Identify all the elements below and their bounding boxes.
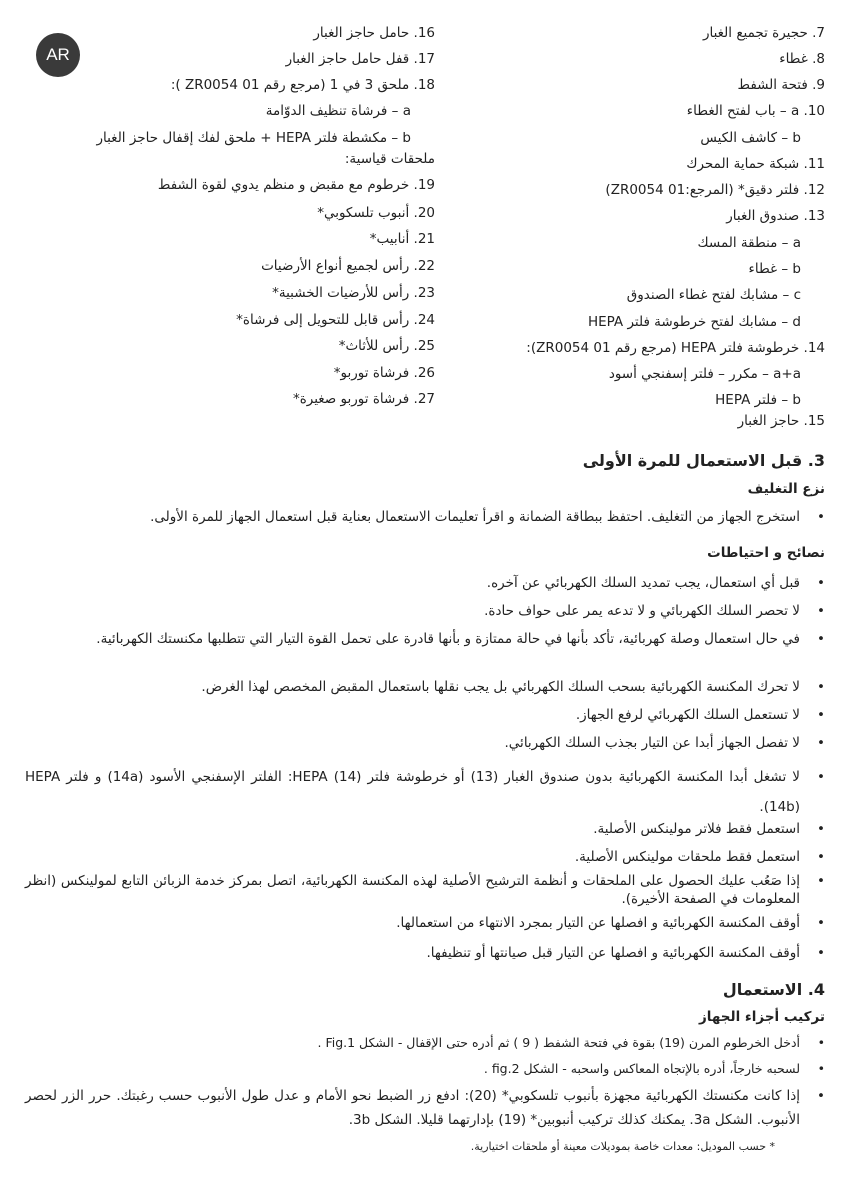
language-badge: AR bbox=[36, 33, 80, 77]
section-4-title: 4. الاستعمال bbox=[722, 980, 825, 999]
list-item: 15. حاجز الغبار bbox=[737, 413, 825, 429]
list-item: • لسحبه خارجاً، أدره بالإتجاه المعاكس واسحبه - الشكل fig.2 . bbox=[25, 1058, 825, 1080]
list-item: b – فلتر HEPA bbox=[715, 392, 801, 408]
list-item: 13. صندوق الغبار bbox=[726, 208, 825, 224]
list-item: • إذا صَعُب عليك الحصول على الملحقات و أنظمة الترشيح الأصلية لهذه المكنسة الكهربائية، اتصل بمركز خدمة الزبائن التابع لمولينكس (انظر المعلومات في الصفحة الأخيرة). bbox=[25, 872, 825, 908]
parts-list-right bbox=[465, 24, 825, 444]
list-item: • استعمل فقط فلاتر مولينكس الأصلية. bbox=[25, 818, 825, 840]
list-item: b – غطاء bbox=[748, 261, 801, 277]
tips-title: نصائح و احتياطات bbox=[707, 545, 825, 561]
list-item: • أوقف المكنسة الكهربائية و افصلها عن التيار قبل صيانتها أو تنظيفها. bbox=[25, 942, 825, 964]
list-item: • لا تفصل الجهاز أبدا عن التيار بجذب السلك الكهربائي. bbox=[25, 732, 825, 754]
list-item: 27. فرشاة توربو صغيرة* bbox=[292, 391, 435, 407]
list-item: • لا تستعمل السلك الكهربائي لرفع الجهاز. bbox=[25, 704, 825, 726]
list-item: 19. خرطوم مع مقبض و منظم يدوي لقوة الشفط bbox=[157, 177, 435, 193]
list-item: b – مكشطة فلتر HEPA + ملحق لفك إقفال حاجز الغبار bbox=[96, 130, 411, 146]
list-item: • في حال استعمال وصلة كهربائية، تأكد بأنها في حالة ممتازة و بأنها قادرة على تحمل القوة التيار التي تتطلبها مكنستك الكهربائية. bbox=[25, 628, 825, 650]
unpacking-title: نزع التغليف bbox=[747, 481, 825, 497]
list-item: a – فرشاة تنظيف الدوّامة bbox=[265, 103, 411, 119]
list-item: 20. أنبوب تلسكوبي* bbox=[317, 205, 435, 221]
list-item: 23. رأس للأرضيات الخشبية* bbox=[272, 285, 435, 301]
list-item: ملحقات قياسية: bbox=[344, 151, 435, 167]
list-item: 26. فرشاة توربو* bbox=[333, 365, 435, 381]
list-item: 14. خرطوشة فلتر HEPA (مرجع رقم 01 ZR0054): bbox=[526, 340, 825, 356]
list-item: • أدخل الخرطوم المرن (19) بقوة في فتحة الشفط ( 9 ) ثم أدره حتى الإقفال - الشكل Fig.1 . bbox=[25, 1032, 825, 1054]
list-item: 12. فلتر دقيق* (المرجع:01 ZR0054) bbox=[605, 182, 825, 198]
list-item: 18. ملحق 3 في 1 (مرجع رقم 01 ZR0054 ): bbox=[170, 77, 435, 93]
list-item: • استخرج الجهاز من التغليف. احتفظ ببطاقة الضمانة و اقرأ تعليمات الاستعمال بعناية قبل استعمال الجهاز للمرة الأولى. bbox=[25, 506, 825, 528]
section-3-title: 3. قبل الاستعمال للمرة الأولى bbox=[582, 451, 825, 470]
list-item: 22. رأس لجميع أنواع الأرضيات bbox=[261, 258, 435, 274]
footnote: * حسب الموديل: معدات خاصة بموديلات معينة أو ملحقات اختيارية. bbox=[470, 1140, 775, 1153]
list-item: • لا تشغل أبدا المكنسة الكهربائية بدون صندوق الغبار (13) أو خرطوشة فلتر HEPA (14): الفلتر الإسفنجي الأسود (14a) و فلتر HEPA (14b). bbox=[25, 762, 825, 822]
list-item: • قبل أي استعمال، يجب تمديد السلك الكهربائي عن آخره. bbox=[25, 572, 825, 594]
list-item: 9. فتحة الشفط bbox=[737, 77, 825, 93]
list-item: • لا تحصر السلك الكهربائي و لا تدعه يمر على حواف حادة. bbox=[25, 600, 825, 622]
list-item: 8. غطاء bbox=[779, 51, 825, 67]
list-item: 7. حجيرة تجميع الغبار bbox=[702, 25, 825, 41]
list-item: • أوقف المكنسة الكهربائية و افصلها عن التيار بمجرد الانتهاء من استعمالها. bbox=[25, 912, 825, 934]
list-item: 21. أنابيب* bbox=[369, 231, 435, 247]
list-item: d – مشابك لفتح خرطوشة فلتر HEPA bbox=[587, 314, 801, 330]
assembly-title: تركيب أجزاء الجهاز bbox=[699, 1009, 825, 1025]
list-item: 24. رأس قابل للتحويل إلى فرشاة* bbox=[236, 312, 435, 328]
list-item: a+a – مكرر – فلتر إسفنجي أسود bbox=[608, 366, 801, 382]
parts-list-left bbox=[35, 24, 435, 414]
list-item: 25. رأس للأثاث* bbox=[338, 338, 435, 354]
list-item: • لا تحرك المكنسة الكهربائية بسحب السلك الكهربائي بل يجب نقلها باستعمال المقبض المخصص لهذا الغرض. bbox=[25, 676, 825, 698]
list-item: b – كاشف الكيس bbox=[700, 130, 801, 146]
list-item: • إذا كانت مكنستك الكهربائية مجهزة بأنبوب تلسكوبي* (20): ادفع زر الضبط نحو الأمام و عدل طول الأنبوب حسب رغبتك. حرر الزر لحصر الأنبوب. الشكل 3a. يمكنك كذلك تركيب أنبوبين* (19) بإدارتهما قليلا. الشكل 3b. bbox=[25, 1084, 825, 1132]
list-item: 17. قفل حامل حاجز الغبار bbox=[285, 51, 435, 67]
list-item: c – مشابك لفتح غطاء الصندوق bbox=[626, 287, 801, 303]
list-item: 16. حامل حاجز الغبار bbox=[313, 25, 435, 41]
list-item: 10. a – باب لفتح الغطاء bbox=[686, 103, 825, 119]
list-item: a – منطقة المسك bbox=[697, 235, 801, 251]
list-item: 11. شبكة حماية المحرك bbox=[686, 156, 825, 172]
list-item: • استعمل فقط ملحقات مولينكس الأصلية. bbox=[25, 846, 825, 868]
